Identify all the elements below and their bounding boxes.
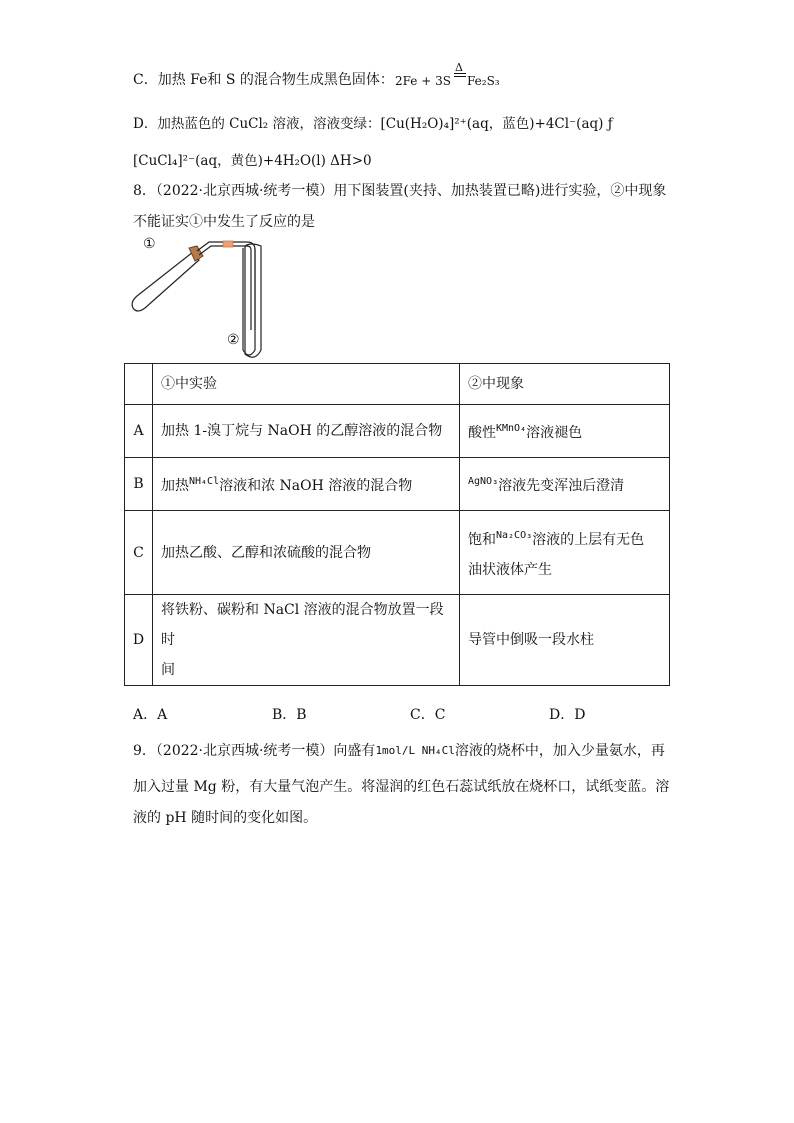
- q8-stem-line2: 不能证实①中发生了反应的是: [133, 214, 315, 230]
- row-label: B: [125, 458, 153, 511]
- q9-stem-line2: 加入过量 Mg 粉，有大量气泡产生。将湿润的红色石蕊试纸放在烧杯口，试纸变蓝。溶: [133, 779, 670, 795]
- table-header-cell: ①中实验: [153, 364, 460, 405]
- row-phenomenon: 酸性$^{KMnO_4}$溶液褪色: [460, 405, 670, 458]
- row-phenomenon: $^{AgNO_3}$溶液先变浑浊后澄清: [460, 458, 670, 511]
- test-tube-1: [132, 252, 199, 311]
- delivery-tube: [197, 241, 255, 330]
- q7-option-c: [133, 70, 394, 90]
- row-experiment: 加热$^{NH_4Cl}$溶液和浓 NaOH 溶液的混合物: [153, 458, 460, 511]
- label-circled-2: ②: [227, 332, 240, 348]
- table-header-cell: [125, 364, 153, 405]
- q9-stem-line3: 液的 pH 随时间的变化如图。: [133, 810, 318, 826]
- q7-option-d-line1: D．加热蓝色的 CuCl₂ 溶液，溶液变绿：[Cu(H₂O)₄]²⁺(aq，蓝色)+4Cl⁻(aq) ƒ: [133, 116, 613, 132]
- answer-option-a[interactable]: A．A: [133, 707, 168, 723]
- row-experiment: 将铁粉、碳粉和 NaCl 溶液的混合物放置一段时 间: [153, 595, 460, 686]
- equals-line-top: [454, 73, 466, 74]
- table-header-cell: ②中现象: [460, 364, 670, 405]
- experiment-table: [124, 363, 670, 686]
- equals-line-bottom: [454, 76, 466, 77]
- q8-stem-line1: 8．（2022·北京西城·统考一模）用下图装置(夹持、加热装置已略)进行实验，②中现象: [133, 183, 667, 199]
- row-experiment: 加热乙酸、乙醇和浓硫酸的混合物: [153, 511, 460, 595]
- test-tube-2: [243, 244, 261, 357]
- row-phenomenon: 导管中倒吸一段水柱: [460, 595, 670, 686]
- table-row: [125, 595, 670, 686]
- row-phenomenon: 饱和$^{Na_2CO_3}$溶液的上层有无色 油状液体产生: [460, 511, 670, 595]
- q7-option-d-line2: [CuCl₄]²⁻(aq，黄色)+4H₂O(l) ΔH>0: [133, 153, 372, 169]
- table-header-row: [125, 364, 670, 405]
- row-label: C: [125, 511, 153, 595]
- q7-option-c-equation: 2Fe + 3S: [395, 74, 451, 88]
- table-row: [125, 405, 670, 458]
- row-experiment: 加热 1-溴丁烷与 NaOH 的乙醇溶液的混合物: [153, 405, 460, 458]
- label-circled-1: ①: [143, 236, 156, 252]
- q7-option-c-product: Fe₂S₃: [467, 74, 500, 88]
- row-label: A: [125, 405, 153, 458]
- answer-option-d[interactable]: D．D: [549, 707, 586, 723]
- q9-stem-line1: 9．（2022·北京西城·统考一模）向盛有1mol/L NH₄Cl溶液的烧杯中，加入少量氨水，再: [133, 743, 665, 759]
- delta-symbol: Δ: [455, 61, 463, 74]
- table-row: [125, 511, 670, 595]
- answer-option-b[interactable]: B．B: [272, 707, 307, 723]
- answer-option-c[interactable]: C．C: [410, 707, 446, 723]
- table-row: [125, 458, 670, 511]
- row-label: D: [125, 595, 153, 686]
- q7-option-c-label: C．加热 Fe和 S 的混合物生成黑色固体：: [133, 72, 394, 88]
